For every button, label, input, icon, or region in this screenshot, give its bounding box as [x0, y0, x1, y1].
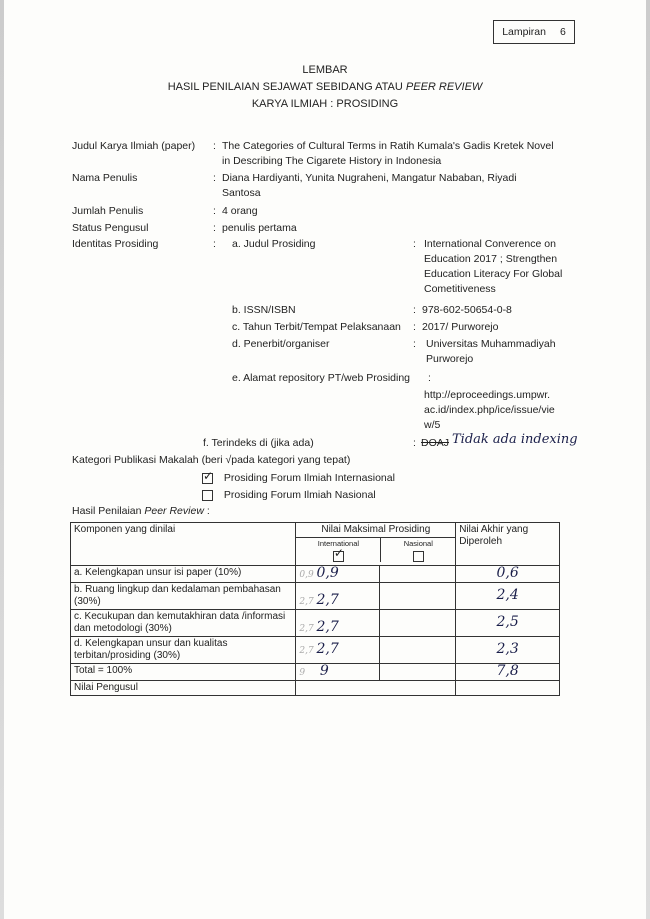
- international-checkbox[interactable]: [333, 551, 344, 562]
- option2-checkbox[interactable]: [202, 490, 213, 501]
- header-line2: HASIL PENILAIAN SEJAWAT SEBIDANG ATAU PEER REVIEW: [167, 81, 483, 93]
- e-value-2: ac.id/index.php/ice/issue/vie: [424, 404, 555, 416]
- table-row: Nilai Pengusul: [71, 681, 560, 696]
- a-value-3: Education Literacy For Global: [424, 268, 563, 280]
- option1-row: [202, 472, 395, 484]
- header-line3: KARYA ILMIAH : PROSIDING: [251, 98, 399, 110]
- lampiran-box: [493, 20, 575, 44]
- table-header-row: [71, 523, 560, 566]
- b-label: b. ISSN/ISBN: [232, 304, 296, 316]
- e-value-3: w/5: [424, 419, 441, 431]
- header-akhir: Nilai Akhir yang Diperoleh: [456, 523, 560, 566]
- page-edge-left: [0, 0, 4, 919]
- header-nilai-maks: Nilai Maksimal Prosiding International ✓ Nasional: [296, 523, 456, 566]
- colon: :: [213, 172, 216, 184]
- f-value-struck: DOAJ: [421, 437, 450, 449]
- judul-label: Judul Karya Ilmiah (paper): [72, 140, 196, 152]
- nasional-checkbox[interactable]: [413, 551, 424, 562]
- table-row: Total = 100% 9 9 7,8: [71, 664, 560, 681]
- colon: :: [413, 338, 416, 350]
- a-value-4: Cometitiveness: [424, 283, 496, 295]
- lampiran-number: 6: [559, 26, 566, 38]
- kategori-label: Kategori Publikasi Makalah (beri √pada kategori yang tepat): [72, 454, 351, 466]
- a-value-1: International Converence on: [424, 238, 556, 250]
- penulis-value-1: Diana Hardiyanti, Yunita Nugraheni, Mangatur Nababan, Riyadi: [222, 172, 517, 184]
- sub-international: International ✓: [296, 538, 381, 562]
- status-label: Status Pengusul: [72, 222, 149, 234]
- score-table: [70, 522, 560, 696]
- c-label: c. Tahun Terbit/Tempat Pelaksanaan: [232, 321, 401, 333]
- colon: :: [213, 140, 216, 152]
- header-komponen: Komponen yang dinilai: [71, 523, 296, 566]
- e-value-1: http://eproceedings.umpwr.: [424, 389, 551, 401]
- penulis-value-2: Santosa: [222, 187, 261, 199]
- d-value-1: Universitas Muhammadiyah: [426, 338, 556, 350]
- f-handwritten: Tidak ada indexing: [452, 432, 578, 447]
- d-label: d. Penerbit/organiser: [232, 338, 330, 350]
- d-value-2: Purworejo: [426, 353, 474, 365]
- option1-checkbox[interactable]: [202, 473, 213, 484]
- jumlah-label: Jumlah Penulis: [72, 205, 144, 217]
- a-label: a. Judul Prosiding: [232, 238, 316, 250]
- hasil-label: Hasil Penilaian Peer Review :: [72, 505, 210, 517]
- judul-value-1: The Categories of Cultural Terms in Ratih Kumala's Gadis Kretek Novel: [222, 140, 554, 152]
- page-edge-right: [646, 0, 650, 919]
- table-row: d. Kelengkapan unsur dan kualitas terbitan/prosiding (30%) 2,7 2,7 2,3: [71, 637, 560, 664]
- a-value-2: Education 2017 ; Strengthen: [424, 253, 558, 265]
- header-line1: LEMBAR: [302, 64, 348, 76]
- jumlah-value: 4 orang: [222, 205, 258, 217]
- table-row: b. Ruang lingkup dan kedalaman pembahasan (30%) 2,7 2,7 2,4: [71, 583, 560, 610]
- sub-nasional: Nasional: [381, 538, 455, 562]
- colon: :: [413, 304, 416, 316]
- colon: :: [413, 321, 416, 333]
- status-value: penulis pertama: [222, 222, 297, 234]
- f-label: f. Terindeks di (jika ada): [203, 437, 314, 449]
- option2-row: [202, 489, 376, 501]
- colon: :: [413, 437, 416, 449]
- lampiran-label: Lampiran: [502, 26, 546, 38]
- colon: :: [213, 238, 216, 250]
- penulis-label: Nama Penulis: [72, 172, 138, 184]
- colon: :: [428, 372, 431, 384]
- b-value: 978-602-50654-0-8: [422, 304, 512, 316]
- judul-value-2: in Describing The Cigarete History in Indonesia: [222, 155, 442, 167]
- colon: :: [213, 205, 216, 217]
- table-row: c. Kecukupan dan kemutakhiran data /informasi dan metodologi (30%) 2,7 2,7 2,5: [71, 610, 560, 637]
- e-label: e. Alamat repository PT/web Prosiding: [232, 372, 410, 384]
- option2-label: Prosiding Forum Ilmiah Nasional: [223, 489, 376, 501]
- table-row: a. Kelengkapan unsur isi paper (10%) 0,9 0,9 0,6: [71, 566, 560, 583]
- c-value: 2017/ Purworejo: [422, 321, 499, 333]
- colon: :: [213, 222, 216, 234]
- colon: :: [413, 238, 416, 250]
- identitas-label: Identitas Prosiding: [72, 238, 159, 250]
- option1-label: Prosiding Forum Ilmiah Internasional: [223, 472, 395, 484]
